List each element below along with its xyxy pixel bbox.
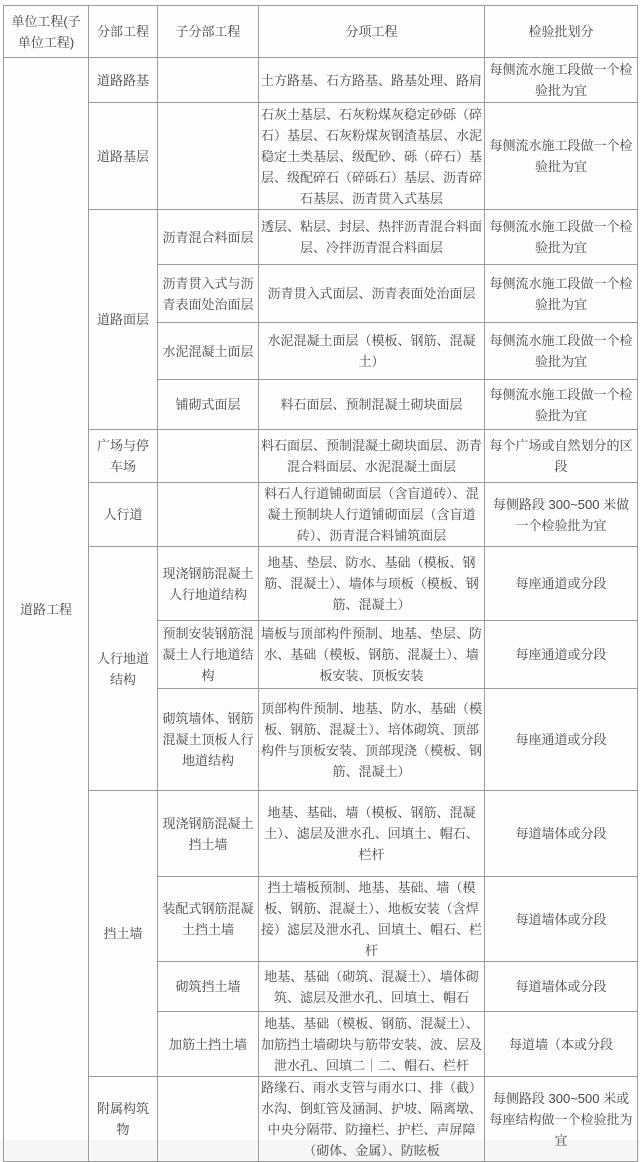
cell-inspection-batch: 每侧流水施工段做一个检验批为宜 bbox=[485, 323, 638, 380]
cell-subdivision-project: 沥青贯入式与沥青表面处治面层 bbox=[158, 265, 259, 323]
header-row bbox=[4, 6, 638, 58]
cell-division-project: 人行道 bbox=[89, 483, 158, 547]
table-row bbox=[4, 430, 638, 483]
cell-item-project: 地基、基础、墙（模板、钢筋、混凝土）、滤层及泄水孔、回填土、帽石、栏杆 bbox=[259, 791, 485, 877]
cell-inspection-batch: 每道墙体或分段 bbox=[485, 962, 638, 1012]
cell-division-project: 广场与停车场 bbox=[89, 430, 158, 483]
cell-inspection-batch: 每侧流水施工段做一个检验批为宜 bbox=[485, 103, 638, 210]
table-row bbox=[4, 58, 638, 103]
column-header-unit: 单位工程(子单位工程) bbox=[4, 6, 89, 58]
cell-inspection-batch: 每侧路段 300~500 米做一个检验批为宜 bbox=[485, 483, 638, 547]
cell-division-project: 附属构筑物 bbox=[89, 1077, 158, 1162]
table-row bbox=[4, 483, 638, 547]
cell-inspection-batch: 每座通道或分段 bbox=[485, 547, 638, 621]
cell-item-project: 料石面层、预制混凝土砌块面层、沥青混合料面层、水泥混凝土面层 bbox=[259, 430, 485, 483]
cell-item-project: 地基、基础（模板、钢筋、混凝土）、加筋挡土墙砌块与筋带安装、波、层及泄水孔、回填二｜二、帽石、栏杆 bbox=[259, 1012, 485, 1077]
cell-inspection-batch: 每侧路段 300~500 米或每座结构做一个检验批为宜 bbox=[485, 1077, 638, 1162]
table-row bbox=[4, 210, 638, 265]
table-row bbox=[4, 791, 638, 877]
cell-subdivision-project: 装配式钢筋混凝土挡土墙 bbox=[158, 877, 259, 962]
cell-inspection-batch: 每座通道或分段 bbox=[485, 689, 638, 791]
cell-inspection-batch: 每道墙（本或分段 bbox=[485, 1012, 638, 1077]
cell-item-project: 挡土墙板预制、地基、基础、墙（模板、钢筋、混凝土）、地板安装（含焊接）滤层及泄水孔、回填土、帽石、栏杆 bbox=[259, 877, 485, 962]
cell-item-project: 料石面层、预制混凝土砌块面层 bbox=[259, 380, 485, 430]
cell-unit-project: 道路工程 bbox=[4, 58, 89, 1162]
cell-inspection-batch: 每侧流水施工段做一个检验批为宜 bbox=[485, 58, 638, 103]
cell-subdivision-project: 铺砌式面层 bbox=[158, 380, 259, 430]
table-row bbox=[4, 547, 638, 621]
cell-item-project: 透层、粘层、封层、热拌沥青混合料面层、冷拌沥青混合料面层 bbox=[259, 210, 485, 265]
column-header-fenbu: 分部工程 bbox=[89, 6, 158, 58]
cell-item-project: 土方路基、石方路基、路基处理、路肩 bbox=[259, 58, 485, 103]
column-header-fenxiang: 分项工程 bbox=[259, 6, 485, 58]
cell-subdivision-project bbox=[158, 1077, 259, 1162]
cell-subdivision-project bbox=[158, 430, 259, 483]
table-row bbox=[4, 1077, 638, 1162]
cell-inspection-batch: 每道墙体或分段 bbox=[485, 791, 638, 877]
cell-subdivision-project: 加筋土挡土墙 bbox=[158, 1012, 259, 1077]
cell-item-project: 地基、垫层、防水、基础（模板、钢筋、混凝土）、墙体与顼板（模板、钢筋、混凝土） bbox=[259, 547, 485, 621]
cell-inspection-batch: 每个广场或自然划分的区段 bbox=[485, 430, 638, 483]
column-header-jianyan: 检验批划分 bbox=[485, 6, 638, 58]
cell-subdivision-project bbox=[158, 483, 259, 547]
cell-item-project: 石灰土基层、石灰粉煤灰稳定砂砾（碎石）基层、石灰粉煤灰钢渣基层、水泥稳定土类基层、级配砂、砾（碎石）基层、级配碎石（碎砾石）基层、沥青碎石基层、沥青贯入式基层 bbox=[259, 103, 485, 210]
cell-division-project: 道路基层 bbox=[89, 103, 158, 210]
cell-inspection-batch: 每侧流水施工段做一个检验批为宜 bbox=[485, 265, 638, 323]
cell-item-project: 地基、基础（砌筑、混凝土）、墙体砌筑、滤层及泄水孔、回填土、帽石 bbox=[259, 962, 485, 1012]
table-row bbox=[4, 103, 638, 210]
cell-subdivision-project: 沥青混合料面层 bbox=[158, 210, 259, 265]
inspection-batch-table bbox=[3, 5, 638, 1162]
cell-division-project: 挡土墙 bbox=[89, 791, 158, 1077]
cell-subdivision-project: 砌筑墙体、钢筋混凝土顶板人行地道结构 bbox=[158, 689, 259, 791]
cell-subdivision-project: 砌筑挡土墙 bbox=[158, 962, 259, 1012]
column-header-zifenbu: 子分部工程 bbox=[158, 6, 259, 58]
cell-item-project: 水泥混凝土面层（模板、钢筋、混凝土） bbox=[259, 323, 485, 380]
cell-subdivision-project: 水泥混凝土面层 bbox=[158, 323, 259, 380]
cell-division-project: 人行地道结构 bbox=[89, 547, 158, 791]
cell-item-project: 路缘石、雨水支管与雨水口、排（截）水沟、倒虹管及涵洞、护坡、隔离墩、中央分隔带、防撞栏、护栏、声屏障（砌体、金属）、防眩板 bbox=[259, 1077, 485, 1162]
cell-item-project: 顶部构件预制、地基、防水、基础（模板、钢筋、混凝土）、培体砌筑、顶部构件与顶板安装、顶部现浇（模板、钢筋、混凝土） bbox=[259, 689, 485, 791]
cell-item-project: 料石人行道铺砌面层（含盲道砖）、混凝土预制块人行道铺砌面层（含盲道砖）、沥青混合料铺筑面层 bbox=[259, 483, 485, 547]
cell-subdivision-project: 现浇钢筋混凝土挡土墙 bbox=[158, 791, 259, 877]
cell-inspection-batch: 每侧流水施工段做一个检验批为宜 bbox=[485, 210, 638, 265]
cell-subdivision-project bbox=[158, 103, 259, 210]
cell-subdivision-project: 预制安装钢筋混凝土人行地道结构 bbox=[158, 621, 259, 689]
cell-inspection-batch: 每道墙体或分段 bbox=[485, 877, 638, 962]
cell-item-project: 沥青贯入式面层、沥青表面处治面层 bbox=[259, 265, 485, 323]
cell-inspection-batch: 每侧流水施工段做一个检验批为宜 bbox=[485, 380, 638, 430]
cell-inspection-batch: 每座通道或分段 bbox=[485, 621, 638, 689]
cell-item-project: 墙板与顶部构件预制、地基、垫层、防水、基础（模板、钢筋、混凝土）、墙板安装、顶板安装 bbox=[259, 621, 485, 689]
cell-subdivision-project: 现浇钢筋混凝土人行地道结构 bbox=[158, 547, 259, 621]
cell-division-project: 道路面层 bbox=[89, 210, 158, 430]
cell-division-project: 道路路基 bbox=[89, 58, 158, 103]
cell-subdivision-project bbox=[158, 58, 259, 103]
